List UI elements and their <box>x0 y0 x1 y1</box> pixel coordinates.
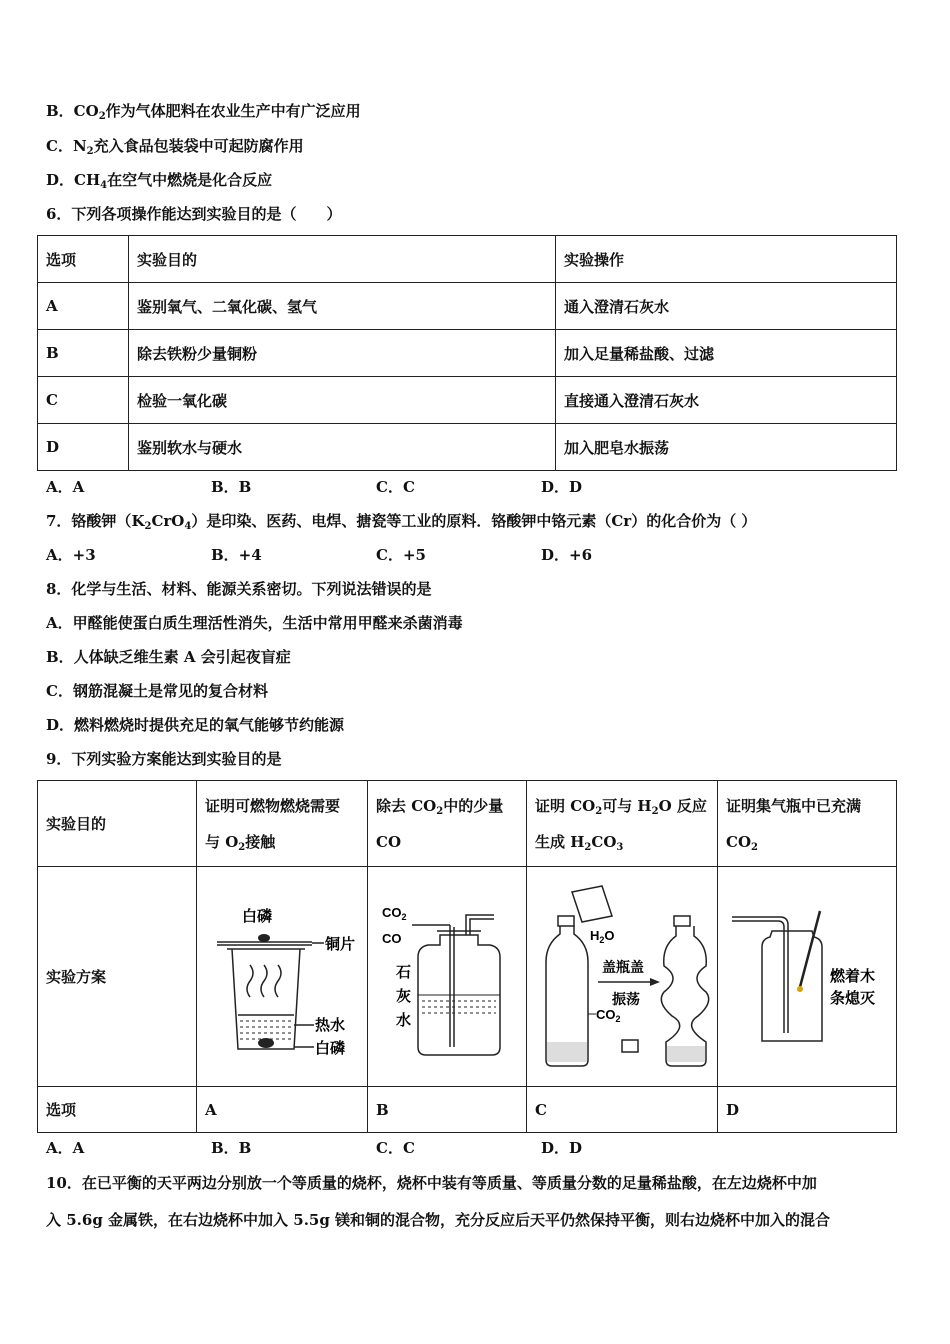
q10-line-1: 10．在已平衡的天平两边分别放一个等质量的烧杯，烧杯中装有等质量、等质量分数的足量稀盐酸，在左边烧杯中加 <box>46 1174 817 1192</box>
table-row <box>38 424 897 471</box>
table-header-cell: 实验目的 <box>38 781 197 867</box>
answer-option: B．+4 <box>211 546 262 564</box>
fig-a-copper-label: 铜片 <box>325 935 356 953</box>
q5-option-c: C．$N_2$充入食品包装袋中可起防腐作用 <box>46 137 304 157</box>
table-cell: 除去铁粉少量铜粉 <box>129 330 556 377</box>
q8-stem: 8．化学与生活、材料、能源关系密切。下列说法错误的是 <box>46 580 432 598</box>
table-header-cell: 选项 <box>38 236 129 283</box>
q6-table <box>37 235 897 471</box>
table-row <box>38 867 897 1087</box>
q9-stem: 9．下列实验方案能达到实验目的是 <box>46 750 282 768</box>
answer-option: C．C <box>376 1139 415 1157</box>
table-cell: 直接通入澄清石灰水 <box>556 377 897 424</box>
table-row <box>38 330 897 377</box>
figure-b-gas-washing-bottle <box>382 897 512 1057</box>
figure-b-cell <box>368 867 527 1087</box>
table-header-cell: 实验方案 <box>38 867 197 1087</box>
figure-a-combustion-diagram <box>202 897 362 1057</box>
fig-b-lime-label-2: 灰 <box>396 987 412 1005</box>
fig-a-white-phosphorus-top: 白磷 <box>242 907 273 925</box>
table-cell: D <box>718 1087 897 1133</box>
answer-option: A．A <box>46 478 85 496</box>
answer-option: D．D <box>541 1139 583 1157</box>
answer-option: D．D <box>541 478 583 496</box>
answer-option: A．+3 <box>46 546 96 564</box>
table-cell: C <box>38 377 129 424</box>
purpose-b-cell: 除去 $CO_2$中的少量 CO <box>368 781 527 867</box>
table-row <box>38 283 897 330</box>
fig-a-hot-water-label: 热水 <box>315 1016 346 1034</box>
purpose-c-cell: 证明 $CO_2$可与 $H_2O$ 反应 生成 $H_2CO_3$ <box>527 781 718 867</box>
table-cell: D <box>38 424 129 471</box>
q5-option-d: D．$CH_4$在空气中燃烧是化合反应 <box>46 171 273 191</box>
q6-stem: 6．下列各项操作能达到实验目的是（ ） <box>46 205 342 223</box>
table-cell: 加入足量稀盐酸、过滤 <box>556 330 897 377</box>
table-cell: 通入澄清石灰水 <box>556 283 897 330</box>
fig-b-lime-label-1: 石 <box>396 963 412 981</box>
fig-b-co-label: CO <box>382 930 402 946</box>
fig-b-co2-label: $CO_2$ <box>382 904 407 922</box>
table-cell: 鉴别氧气、二氧化碳、氢气 <box>129 283 556 330</box>
answer-option: B．B <box>211 478 252 496</box>
table-row <box>38 1087 897 1133</box>
table-cell: B <box>38 330 129 377</box>
answer-option: B．B <box>211 1139 252 1157</box>
fig-c-cap-label: 盖瓶盖 <box>602 958 644 975</box>
purpose-d-cell: 证明集气瓶中已充满 $CO_2$ <box>718 781 897 867</box>
figure-d-cell <box>718 867 897 1087</box>
table-row <box>38 781 897 867</box>
figure-a-cell <box>197 867 368 1087</box>
fig-c-water-label: $H_2O$ <box>590 927 615 945</box>
table-header-cell: 选项 <box>38 1087 197 1133</box>
fig-d-label-2: 条熄灭 <box>830 989 876 1007</box>
q9-table <box>37 780 897 1133</box>
table-cell: C <box>527 1087 718 1133</box>
q7-stem: 7．铬酸钾$(K_2CrO_4)$是印染、医药、电焊、搪瓷等工业的原料．铬酸钾中铬元素（Cr）的化合价为（ ） <box>46 512 757 532</box>
figure-c-cell <box>527 867 718 1087</box>
fig-d-label-1: 燃着木 <box>830 967 876 985</box>
answer-option: A．A <box>46 1139 85 1157</box>
q8-option-a: A．甲醛能使蛋白质生理活性消失，生活中常用甲醛来杀菌消毒 <box>46 614 463 632</box>
table-cell: 加入肥皂水振荡 <box>556 424 897 471</box>
answer-option: C．C <box>376 478 415 496</box>
fig-b-lime-label-3: 水 <box>396 1011 412 1029</box>
table-cell: A <box>38 283 129 330</box>
table-cell: A <box>197 1087 368 1133</box>
figure-c-bottle-diagram <box>532 882 712 1072</box>
table-row <box>38 377 897 424</box>
table-cell: 检验一氧化碳 <box>129 377 556 424</box>
answer-option: C．+5 <box>376 546 426 564</box>
fig-c-shake-label: 振荡 <box>612 990 640 1007</box>
q8-option-d: D．燃料燃烧时提供充足的氧气能够节约能源 <box>46 716 345 734</box>
q10-line-2: 入 5.6g 金属铁，在右边烧杯中加入 5.5g 镁和铜的混合物，充分反应后天平仍然保持平衡，则右边烧杯中加入的混合 <box>46 1211 831 1229</box>
fig-c-co2-label: $CO_2$ <box>596 1006 621 1024</box>
q8-option-c: C．钢筋混凝土是常见的复合材料 <box>46 682 268 700</box>
q5-option-b: B．$CO_2$作为气体肥料在农业生产中有广泛应用 <box>46 102 361 122</box>
fig-a-white-phosphorus-bottom: 白磷 <box>315 1039 346 1057</box>
figure-d-gas-jar <box>722 907 892 1047</box>
answer-option: D．+6 <box>541 546 593 564</box>
purpose-a-cell: 证明可燃物燃烧需要 与 $O_2$接触 <box>197 781 368 867</box>
table-cell: 鉴别软水与硬水 <box>129 424 556 471</box>
table-cell: B <box>368 1087 527 1133</box>
table-header-cell: 实验目的 <box>129 236 556 283</box>
q8-option-b: B．人体缺乏维生素 A 会引起夜盲症 <box>46 648 291 666</box>
table-row <box>38 236 897 283</box>
table-header-cell: 实验操作 <box>556 236 897 283</box>
